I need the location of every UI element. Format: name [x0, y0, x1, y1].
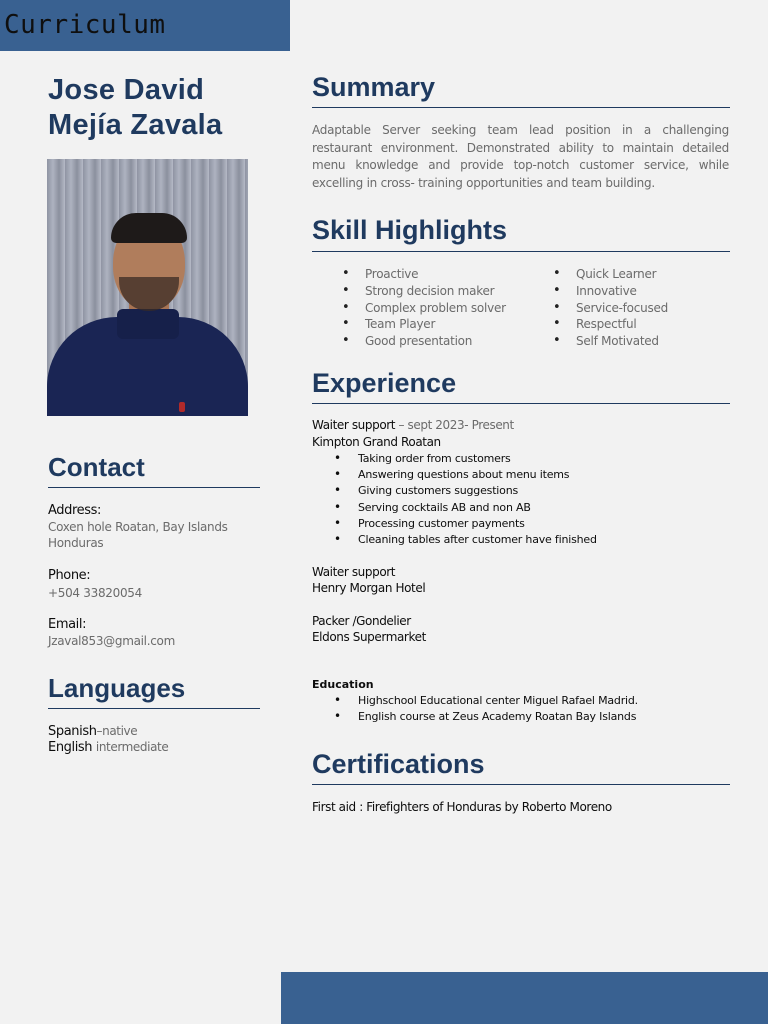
- document-title: Curriculum: [4, 10, 166, 40]
- email-value: Jzaval853@gmail.com: [48, 634, 175, 648]
- job-title: Packer /Gondelier: [312, 614, 411, 628]
- certifications-heading: Certifications: [312, 749, 485, 779]
- shirt-logo: [179, 402, 185, 412]
- skills-list-left: [342, 267, 506, 351]
- skill-item: • Quick Learner: [553, 267, 668, 284]
- address-line-1: Coxen hole Roatan, Bay Islands: [48, 520, 228, 534]
- skills-list-right: [553, 267, 668, 351]
- footer-banner: [281, 972, 768, 1024]
- job-title: Waiter support: [312, 418, 396, 432]
- summary-text: Adaptable Server seeking team lead position in a challenging restaurant environment. Demonstrated ability to maintain detailed menu knowledge and provide top-notch customer service, while excelling in cross- training opportunities and team building.: [312, 123, 729, 190]
- language-name: English: [48, 740, 93, 755]
- skill-item: • Innovative: [553, 284, 668, 301]
- contact-divider: [48, 487, 260, 488]
- experience-divider: [312, 403, 730, 404]
- education-list: [334, 694, 638, 726]
- header-banner: [0, 0, 290, 51]
- photo-beard: [119, 277, 179, 311]
- phone-label: Phone:: [48, 568, 91, 583]
- summary-heading: Summary: [312, 72, 436, 102]
- duty-item: • Cleaning tables after customer have finished: [334, 533, 597, 549]
- address-line-2: Honduras: [48, 536, 104, 550]
- job-employer: Eldons Supermarket: [312, 630, 426, 644]
- skill-item: • Self Motivated: [553, 334, 668, 351]
- skill-item: • Proactive: [342, 267, 506, 284]
- skill-item: • Team Player: [342, 317, 506, 334]
- skill-item: • Service-focused: [553, 301, 668, 318]
- education-item: • Highschool Educational center Miguel Rafael Madrid.: [334, 694, 638, 710]
- skill-item: • Good presentation: [342, 334, 506, 351]
- job-employer: Henry Morgan Hotel: [312, 581, 426, 595]
- education-item: • English course at Zeus Academy Roatan Bay Islands: [334, 710, 638, 726]
- language-item: [48, 724, 137, 739]
- duty-item: • Answering questions about menu items: [334, 468, 597, 484]
- education-heading: Education: [312, 678, 374, 691]
- job-title: Waiter support: [312, 565, 396, 579]
- certification-item: First aid : Firefighters of Honduras by Roberto Moreno: [312, 800, 612, 814]
- phone-value: +504 33820054: [48, 586, 142, 600]
- duty-item: • Giving customers suggestions: [334, 484, 597, 500]
- skills-divider: [312, 251, 730, 252]
- contact-heading: Contact: [48, 452, 145, 482]
- languages-heading: Languages: [48, 673, 186, 703]
- photo-collar: [117, 309, 179, 339]
- language-level: –native: [96, 724, 138, 738]
- languages-divider: [48, 708, 260, 709]
- skills-heading: Skill Highlights: [312, 215, 508, 245]
- language-level: intermediate: [95, 740, 169, 754]
- job-dates: – sept 2023- Present: [398, 418, 514, 432]
- summary-divider: [312, 107, 730, 108]
- name-line-2: Mejía Zavala: [48, 109, 223, 141]
- job-duties-list: [334, 452, 597, 549]
- skill-item: • Respectful: [553, 317, 668, 334]
- candidate-name: [48, 73, 278, 143]
- profile-photo: [47, 159, 248, 416]
- duty-item: • Serving cocktails AB and non AB: [334, 501, 597, 517]
- language-item: [48, 740, 168, 755]
- job-title-line: [312, 418, 514, 432]
- email-label: Email:: [48, 617, 87, 632]
- certifications-divider: [312, 784, 730, 785]
- duty-item: • Taking order from customers: [334, 452, 597, 468]
- skill-item: • Complex problem solver: [342, 301, 506, 318]
- experience-heading: Experience: [312, 368, 457, 398]
- duty-item: • Processing customer payments: [334, 517, 597, 533]
- photo-hair: [111, 213, 187, 243]
- name-line-1: Jose David: [48, 74, 205, 106]
- address-label: Address:: [48, 503, 101, 518]
- skill-item: • Strong decision maker: [342, 284, 506, 301]
- language-name: Spanish: [48, 724, 97, 739]
- job-employer: Kimpton Grand Roatan: [312, 435, 441, 449]
